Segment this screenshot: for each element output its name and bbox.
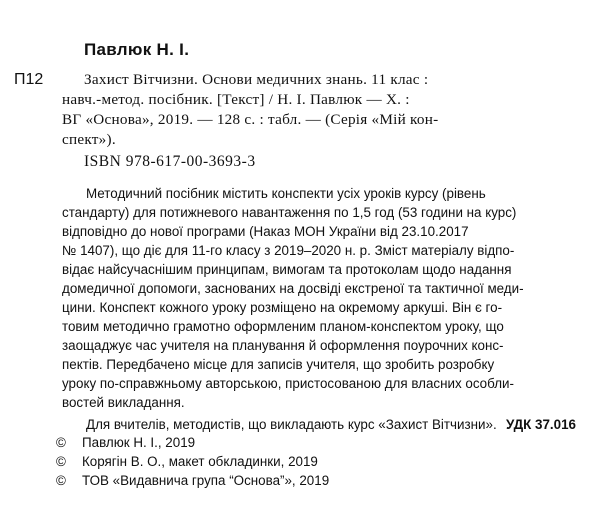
annotation-line: Методичний посібник містить конспекти усіх уроків курсу (рівень xyxy=(86,186,486,201)
author-heading: Павлюк Н. І. xyxy=(84,40,190,59)
biblio-line: Захист Вітчизни. Основи медичних знань. 11 клас : xyxy=(84,71,429,88)
copyright-entry xyxy=(56,472,329,490)
biblio-line: навч.-метод. посібник. [Текст] / Н. І. Павлюк — Х. : xyxy=(62,91,410,108)
audience-note: Для вчителів, методистів, що викладають курс «Захист Вітчизни». xyxy=(86,417,497,432)
biblio-line: спект»). xyxy=(62,131,116,148)
copyright-entry xyxy=(56,453,318,471)
copyright-text: Корягін В. О., макет обкладинки, 2019 xyxy=(82,454,318,469)
annotation-line: домедичної допомоги, заснованих на досвіді екстреної та тактичної меди- xyxy=(62,281,524,296)
copyright-icon: © xyxy=(56,473,66,488)
annotation-line: пектів. Передбачено місце для записів учителя, що зробить розробку xyxy=(62,357,495,372)
copyright-icon: © xyxy=(56,435,66,450)
copyright-text: ТОВ «Видавнича група “Основа”», 2019 xyxy=(82,473,330,488)
annotation-line: востей викладання. xyxy=(62,395,185,410)
annotation-line: цини. Конспект кожного уроку розміщено на окремому аркуші. Він є го- xyxy=(62,300,503,315)
annotation-line: уроку по-справжньому авторською, пристосованою для власних особли- xyxy=(62,376,514,391)
annotation-line: № 1407), що діє для 11-го класу з 2019–2020 н. р. Зміст матеріалу відпо- xyxy=(62,243,515,258)
copyright-entry xyxy=(56,434,195,452)
annotation-line: товим методично грамотно оформленим планом-конспектом уроку, що xyxy=(62,319,504,334)
udk-code: УДК 37.016 xyxy=(505,417,576,432)
annotation-line: стандарту) для потижневого навантаження по 1,5 год (53 години на курс) xyxy=(62,205,517,220)
copyright-icon: © xyxy=(56,454,66,469)
annotation-line: відповідно до нової програми (Наказ МОН України від 23.10.2017 xyxy=(62,224,469,239)
annotation-line: відає найсучаснішим принципам, вимогам та протоколам щодо надання xyxy=(62,262,512,277)
index-code: П12 xyxy=(14,71,44,88)
annotation-line: заощаджує час учителя на планування й оформлення поурочних конс- xyxy=(62,338,504,353)
copyright-text: Павлюк Н. І., 2019 xyxy=(82,435,196,450)
isbn-number: ISBN 978-617-00-3693-3 xyxy=(84,153,256,170)
biblio-line: ВГ «Основа», 2019. — 128 с. : табл. — (Серія «Мій кон- xyxy=(62,111,439,128)
